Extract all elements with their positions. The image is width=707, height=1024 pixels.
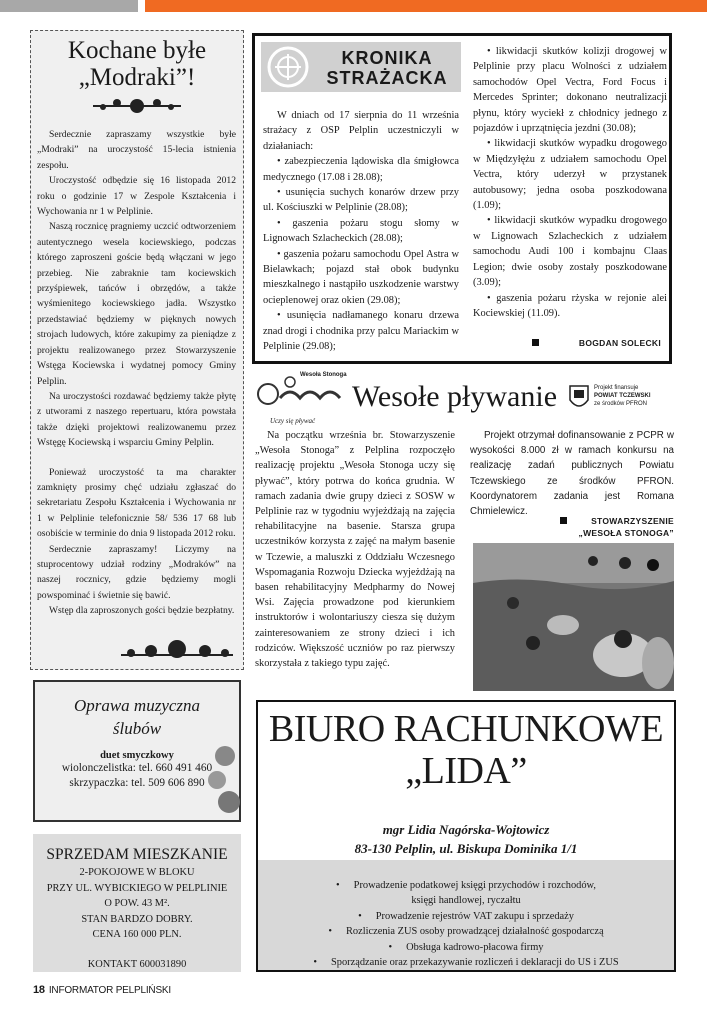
modraki-title: Kochane byłe „Modraki”! <box>67 37 207 91</box>
modraki-p1: Serdecznie zapraszamy wszystkie byłe „Modraki” na uroczystość 15-lecia istnienia zespołu. <box>37 129 236 171</box>
flower-decoration-icon <box>203 740 241 820</box>
flower-ornament-icon <box>117 635 237 665</box>
kronika-header <box>261 42 461 92</box>
kronika-strazacka <box>252 33 672 364</box>
sprzedam-line: O POW. 43 M². <box>104 898 170 909</box>
sprzedam-contact: KONTAKT 600031890 <box>87 958 187 970</box>
oprawa-duet: duet smyczkowy <box>100 750 174 761</box>
kronika-item: • usunięcia suchych konarów drzew przy ul. Kościuszki w Pelplinie (28.08); <box>263 187 459 214</box>
service-item: • Sporządzanie oraz przekazywanie rozliczeń i deklaracji do US i ZUS <box>258 955 674 970</box>
pfron-line: POWIAT TCZEWSKI <box>594 393 651 399</box>
biuro-ad <box>256 700 676 972</box>
pfron-logo <box>568 384 678 414</box>
kronika-item: • gaszenia pożaru rżyska w rejonie alei Kociewskiej (11.09). <box>473 292 667 319</box>
fire-brigade-emblem-icon <box>267 46 309 88</box>
top-bar-gray <box>0 0 138 12</box>
top-bar-orange <box>145 0 707 12</box>
sprzedam-line: CENA 160 000 PLN. <box>92 929 182 940</box>
caterpillar-logo-icon <box>256 372 348 412</box>
pfron-line: ze środków PFRON <box>594 401 648 407</box>
biuro-address: 83-130 Pelplin, ul. Biskupa Dominika 1/1 <box>354 841 578 856</box>
kronika-item: • likwidacji skutków wypadku drogowego w Międzyłężu z udziałem samochodu Opel Vectra, który uderzył w przystanek autobusowy; jedna osoba poszkodowana (1.09); <box>473 138 667 212</box>
service-item: • Prowadzenie rejestrów VAT zakupu i sprzedaży <box>258 909 674 924</box>
page-footer <box>33 984 171 996</box>
kronika-intro: W dniach od 17 sierpnia do 11 września strażacy z OSP Pelplin uczestniczyli w działaniach: <box>263 110 459 152</box>
modraki-p2: Uroczystość odbędzie się 16 listopada 2012 roku o godzinie 17 w Zespole Kształcenia i Wychowania nr 1 w Pelplinie. <box>37 175 236 218</box>
modraki-p5: Ponieważ uroczystość ta ma charakter zamknięty prosimy chęć udziału zgłaszać do sekretariatu Zespołu Kształcenia i Wychowania nr 1 w Pelplinie telefonicznie 58/ 536 17 68 lub osobiście w terminie do dnia 9 listopada 2012 roku. <box>37 466 236 540</box>
kronika-author: BOGDAN SOLECKI <box>532 333 661 351</box>
oprawa-ad <box>33 680 241 822</box>
square-bullet-icon <box>560 517 567 524</box>
sprzedam-title: SPRZEDAM MIESZKANIE <box>46 846 228 863</box>
kronika-item: • gaszenia pożaru samochodu Opel Astra w Bielawkach; pojazd stał obok budynku mieszkalnego i nastąpiło uszkodzenie warstwy ocieplenowej oraz okien (29.08); <box>263 248 459 306</box>
floral-ornament-icon <box>89 95 185 117</box>
swimming-pool-photo <box>473 543 674 691</box>
modraki-p3: Naszą rocznicę pragniemy uczcić odtworzeniem autentycznego wesela kociewskiego, podczas którego zaproszeni goście będą włączani w jego przebieg. Nie zabraknie tam kociewskich przyśpiewek, tańców i obrzędów, a także wyśmienitego kociewskiego jadła. Wszystko przedstawiać będziemy w pięknych nowych strojach ludowych, które zakupimy za pieniądze z projektu realizowanego przez Stowarzyszenie Wstęga Kociewska i wydatnej pomocy Gminy Pelplin. <box>37 221 236 387</box>
sprzedam-line: STAN BARDZO DOBRY. <box>81 913 193 925</box>
kronika-title: KRONIKA STRAŻACKA <box>326 48 448 88</box>
wesole-text-left: Na początku września br. Stowarzyszenie „Wesoła Stonoga” z Pelplina rozpoczęło realizację projektu „Wesoła Stonoga uczy się pływać”, który potrwa do końca grudnia. W ramach zadania dwie grupy dzieci z SOSW w Pelplinie raz w tygodniu wyjeżdżają na zajęcia rehabilitacyjne na basenie. Starsza grupa uczestników korzysta z zajęć na małym basenie w Tczewie, a maluszki z Oddziału Wczesnego Wspomagania Rozwoju Dziecka wyjeżdżają na basen rehabilitacyjny Medpharmy do Nowej Wsi. Zajęcia prowadzone pod kierunkiem instruktorów i wolontariuszy ciesza się dużym zainteresowaniem ze strony dzieci i ich rodziców. Większość uczniów po raz pierwszy skorzystała z takiego typu zajęć. <box>255 430 455 670</box>
kronika-item: • likwidacji skutków kolizji drogowej w Pelplinie przy placu Wolności z udziałem samochodów Opel Vectra, Ford Focus i Mercedes Sprinter; dokonano neutralizacji płynu, który wyciekł z chłodnicy jednego z pojazdów i uprzątnięcia jezdni (30.08); <box>473 46 667 135</box>
logo-caption: Uczy się pływać <box>270 417 316 425</box>
sprzedam-ad <box>33 834 241 972</box>
modraki-p4: Na uroczystości rozdawać będziemy także płytę z utworami z naszego repertuaru, która powstała także dzięki projektowi realizowanemu przez Wstęgę Kociewską i wsparciu Gminy Pelplin. <box>37 390 236 449</box>
service-item: • Obsługa kadrowo-płacowa firmy <box>258 940 674 955</box>
service-item: • Rozliczenia ZUS osoby prowadzącej działalność gospodarczą <box>258 924 674 939</box>
wesole-text-right: Projekt otrzymał dofinansowanie z PCPR w wysokości 8.000 zł w ramach konkursu na realizację zadań publicznych Powiatu Tczewskiego ze środków PFRON. Koordynatorem zadania jest Romana Chmielewicz. <box>470 430 674 518</box>
sprzedam-line: PRZY UL. WYBICKIEGO W PELPLINIE <box>46 882 228 894</box>
publication-name: INFORMATOR PELPLIŃSKI <box>48 985 171 996</box>
wesole-title: Wesołe pływanie <box>352 380 558 413</box>
logo-name: Wesoła Stonoga <box>300 372 347 378</box>
service-item: księgi handlowej, ryczałtu <box>411 895 521 907</box>
sprzedam-line: 2-POKOJOWE W BLOKU <box>79 867 195 878</box>
modraki-article <box>30 30 244 670</box>
modraki-p6: Serdecznie zapraszamy! Liczymy na stuprocentowy udział rodziny „Modraków” na naszej rocznicy, gdzie będziemy mogli powspominać i świetnie się bawić. <box>37 543 236 601</box>
kronika-item: • usunięcia nadłamanego konaru drzewa znad drogi i chodnika przy palcu Mariackim w Pelplinie (29.08); <box>263 310 459 353</box>
service-item: • Prowadzenie podatkowej księgi przychodów i rozchodów, <box>258 878 674 893</box>
oprawa-title: Oprawa muzyczna ślubów <box>73 696 201 738</box>
page-number: 18 <box>33 984 45 996</box>
pfron-line: Projekt finansuje <box>594 385 639 391</box>
biuro-services <box>258 860 674 970</box>
biuro-name: mgr Lidia Nagórska-Wojtowicz <box>382 822 550 837</box>
wesole-author: STOWARZYSZENIE „WESOŁA STONOGA” <box>520 515 674 539</box>
stonoga-logo <box>256 372 348 426</box>
kronika-item: • likwidacji skutków wypadku drogowego w Lignowach Szlacheckich z udziałem samochodu Audi 100 i kombajnu Claas Legion; dwie osoby zostały poszkodowane (3.09); <box>473 215 667 289</box>
modraki-p7: Wstęp dla zaproszonych gości będzie bezpłatny. <box>49 605 235 617</box>
kronika-item: • zabezpieczenia lądowiska dla śmigłowca medycznego (17.08 i 28.08); <box>263 156 459 183</box>
oprawa-phone-violin: skrzypaczka: tel. 509 606 890 <box>69 776 205 789</box>
coat-of-arms-icon <box>568 384 590 412</box>
square-bullet-icon <box>532 339 539 346</box>
pool-photo-image <box>473 543 674 691</box>
oprawa-phone-cello: wiolonczelistka: tel. 660 491 460 <box>61 762 213 774</box>
kronika-item: • gaszenia pożaru stogu słomy w Lignowach Szlacheckich (28.08); <box>263 217 459 245</box>
biuro-title: BIURO RACHUNKOWE „LIDA” <box>268 708 664 792</box>
